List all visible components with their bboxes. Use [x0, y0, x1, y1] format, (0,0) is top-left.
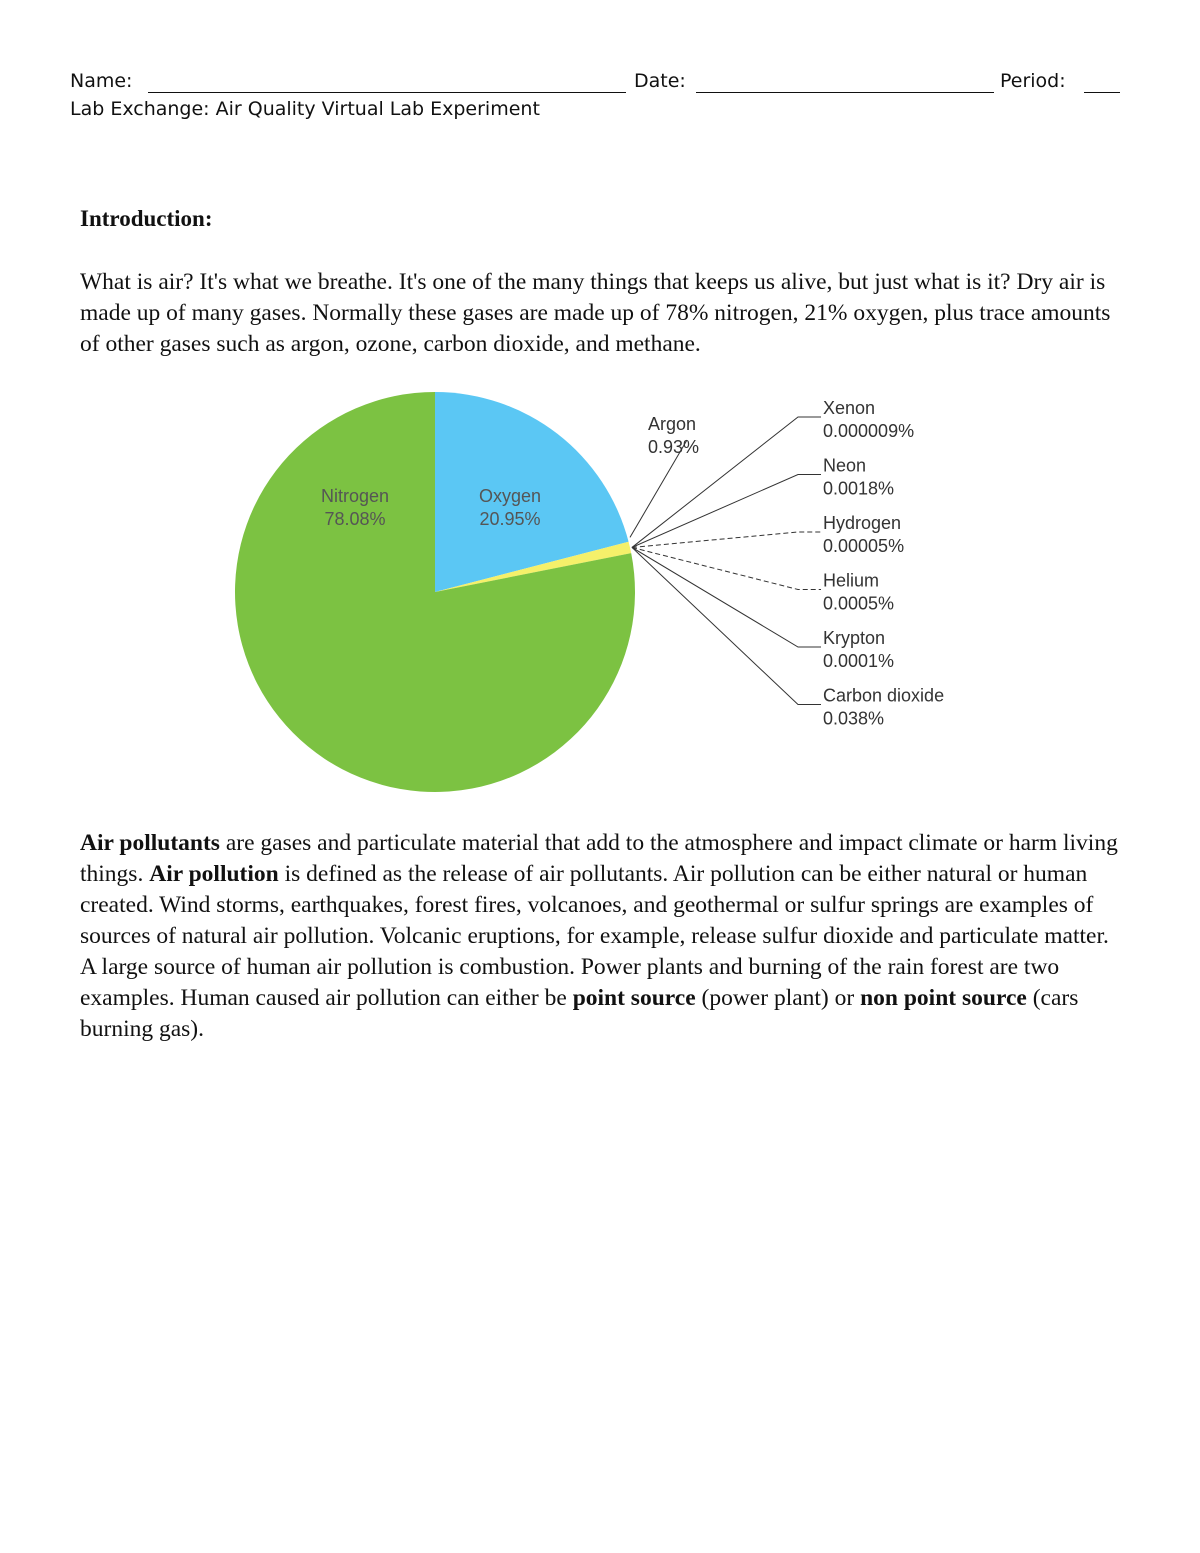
pollution-text-3: (power plant) or — [695, 985, 861, 1011]
slice-value-oxygen: 20.95% — [479, 509, 541, 529]
air-pollution-term: Air pollution — [149, 861, 279, 887]
pollution-text-1: are gases and particulate material that add to the atmosphere and impact climate or harm living things. — [80, 830, 1118, 887]
period-blank[interactable] — [1084, 92, 1120, 93]
callout-label-hydrogen: Hydrogen — [823, 513, 902, 533]
callout-value-neon: 0.0018% — [823, 478, 895, 499]
slice-label-oxygen: Oxygen — [478, 486, 542, 506]
callout-label-neon: Neon — [823, 455, 867, 476]
lab-title: Lab Exchange: Air Quality Virtual Lab Experiment — [70, 98, 540, 120]
callout-value-carbon-dioxide: 0.038% — [823, 708, 885, 729]
callout-line-hydrogen — [632, 532, 821, 547]
pollution-text-2: is defined as the release of air pollutants. Air pollution can be either natural or human created. Wind storms, earthquakes, forest fires, volcanoes, and geothermal or sulfur springs are examples of sources of natural air pollution. Volcanic eruptions, for example, release sulfur dioxide and particulate matter. A large source of human air pollution is combustion. Power plants and burning of the rain forest are two examples. Human caused air pollution can either be — [80, 861, 1109, 1011]
callout-label-carbon-dioxide: Carbon dioxide — [823, 685, 945, 706]
slice-label-nitrogen: Nitrogen — [320, 486, 390, 506]
introduction-heading: Introduction: — [80, 206, 213, 231]
pollution-paragraph — [80, 828, 1125, 1045]
callout-label-argon: Argon — [648, 414, 697, 434]
callout-value-krypton: 0.0001% — [823, 651, 895, 671]
date-blank[interactable] — [696, 92, 994, 93]
air-composition-pie-chart — [225, 385, 995, 805]
name-label: Name: — [70, 70, 133, 92]
callout-label-helium: Helium — [823, 570, 880, 591]
point-source-term: point source — [572, 985, 696, 1011]
name-blank[interactable] — [148, 92, 626, 93]
callout-label-krypton: Krypton — [823, 628, 886, 648]
air-pollutants-term: Air pollutants — [80, 830, 220, 856]
introduction-paragraph: What is air? It's what we breathe. It's one of the many things that keeps us alive, but just what is it? Dry air is made up of many gases. Normally these gases are made up of 78% nitrogen, 21% oxygen, plus trace amounts of other gases such as argon, ozone, carbon dioxide, and methane. — [80, 269, 1111, 357]
callout-line-krypton — [632, 547, 821, 647]
callout-value-hydrogen: 0.00005% — [823, 536, 905, 556]
pollution-text-4: (cars burning gas). — [80, 985, 1079, 1042]
callout-value-argon: 0.93% — [648, 437, 700, 457]
callout-label-xenon: Xenon — [823, 398, 876, 418]
non-point-source-term: non point source — [860, 985, 1027, 1011]
date-label: Date: — [634, 70, 686, 92]
student-info-line — [70, 70, 1122, 98]
callout-value-helium: 0.0005% — [823, 593, 895, 614]
callout-value-xenon: 0.000009% — [823, 421, 915, 441]
period-label: Period: — [1000, 70, 1066, 92]
callout-line-helium — [632, 547, 821, 589]
slice-value-nitrogen: 78.08% — [324, 509, 386, 529]
